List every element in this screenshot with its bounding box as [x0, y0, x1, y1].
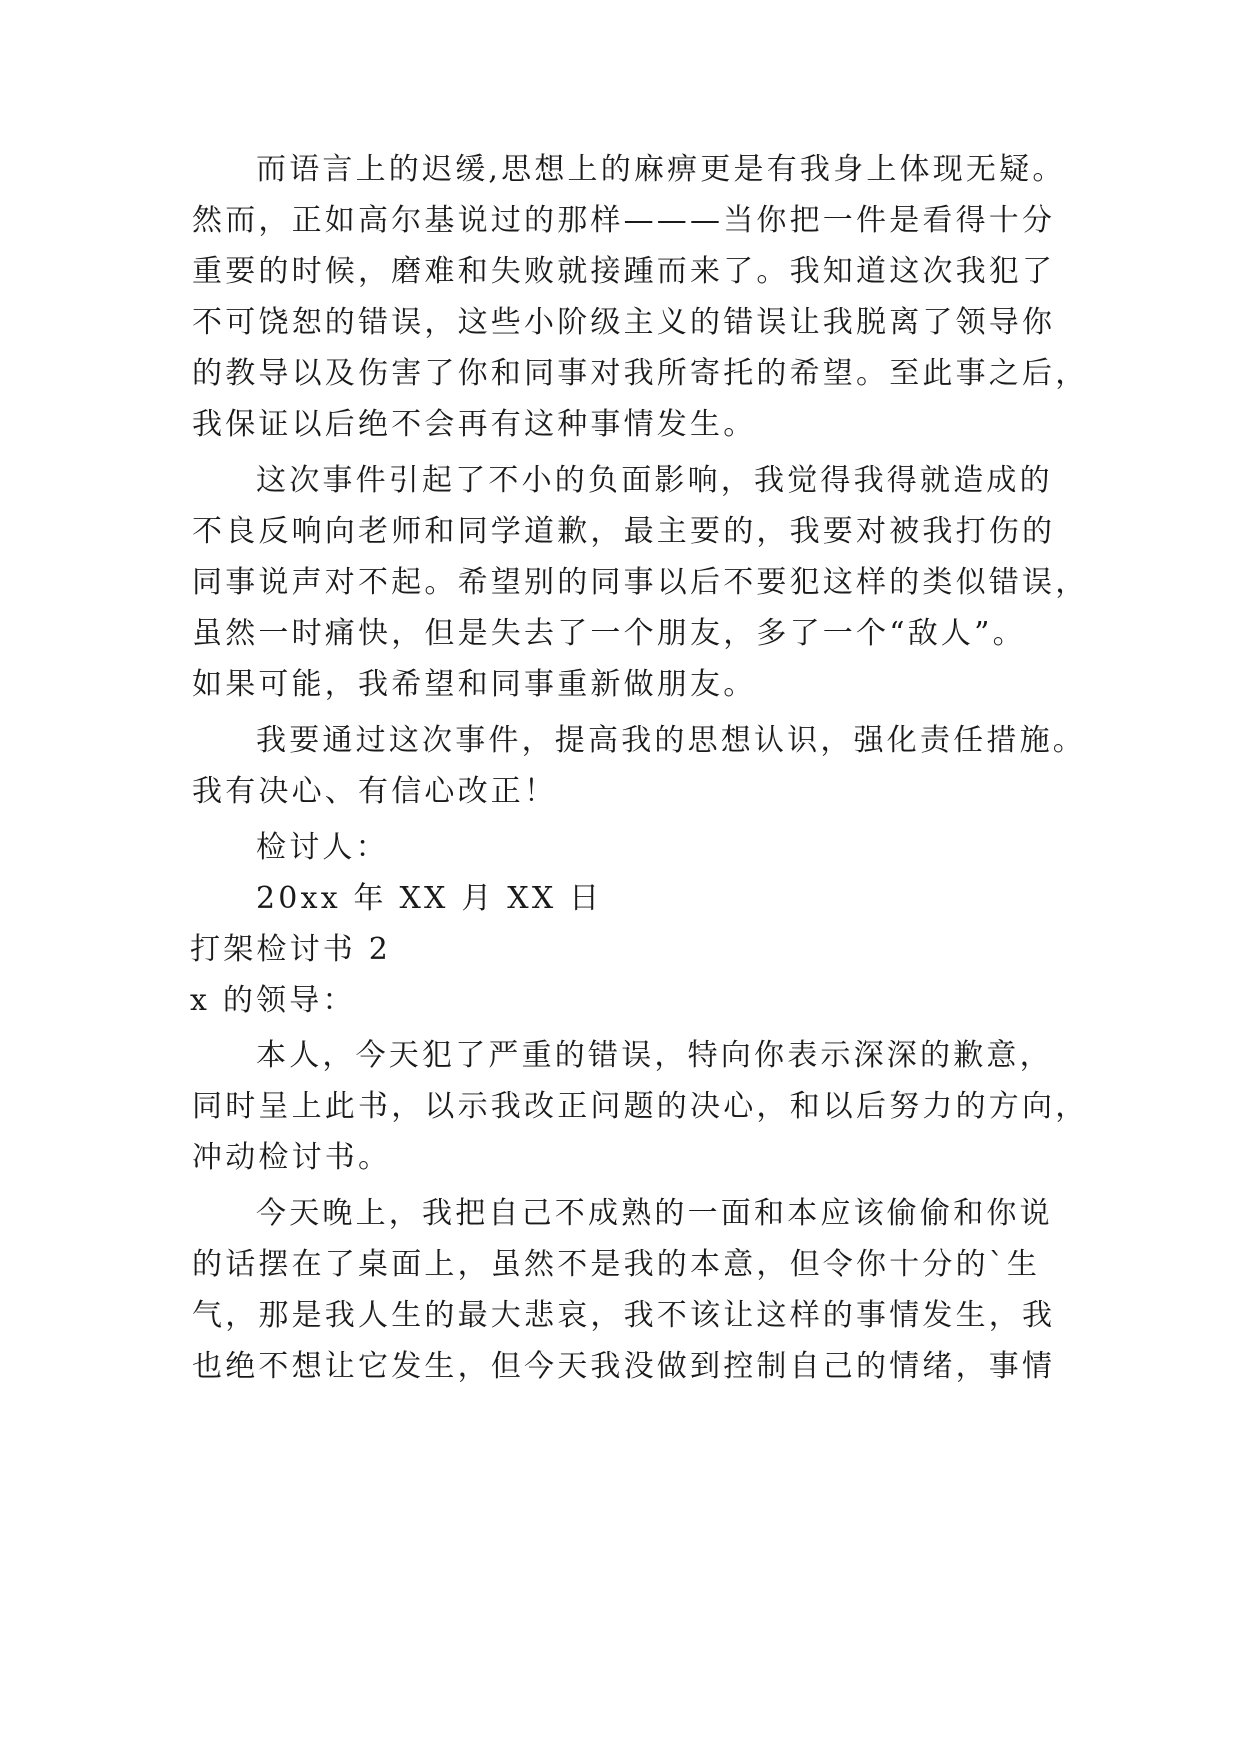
paragraph-line: 我保证以后绝不会再有这种事情发生。 [192, 407, 757, 442]
paragraph-line: 冲动检讨书。 [192, 1140, 392, 1175]
paragraph-line: 的教导以及伤害了你和同事对我所寄托的希望。至此事之后， [192, 356, 1089, 391]
paragraph-line: 的话摆在了桌面上，虽然不是我的本意，但令你十分的`生 [192, 1247, 1041, 1282]
paragraph-line: 同时呈上此书，以示我改正问题的决心，和以后努力的方向， [192, 1089, 1089, 1124]
paragraph-line: 本人，今天犯了严重的错误，特向你表示深深的歉意， [256, 1038, 1053, 1073]
paragraph-line: 今天晚上，我把自己不成熟的一面和本应该偷偷和你说 [256, 1196, 1053, 1231]
signature-label: 检讨人： [256, 830, 389, 865]
paragraph-line: 不可饶恕的错误，这些小阶级主义的错误让我脱离了领导你 [192, 305, 1056, 340]
paragraph-line: 这次事件引起了不小的负面影响，我觉得我得就造成的 [256, 463, 1053, 498]
salutation: x 的领导： [190, 983, 356, 1018]
paragraph-line: 气，那是我人生的最大悲哀，我不该让这样的事情发生，我 [192, 1298, 1056, 1333]
paragraph-line: 而语言上的迟缓,思想上的麻痹更是有我身上体现无疑。 [256, 152, 1066, 187]
paragraph-line: 我要通过这次事件，提高我的思想认识，强化责任措施。 [256, 723, 1086, 758]
paragraph-line: 虽然一时痛快，但是失去了一个朋友，多了一个“敌人”。 [192, 616, 1026, 651]
paragraph-line: 同事说声对不起。希望别的同事以后不要犯这样的类似错误， [192, 565, 1089, 600]
paragraph-line: 我有决心、有信心改正！ [192, 774, 558, 809]
paragraph-line: 如果可能，我希望和同事重新做朋友。 [192, 667, 757, 702]
paragraph-line: 不良反响向老师和同学道歉，最主要的，我要对被我打伤的 [192, 514, 1056, 549]
paragraph-line: 然而，正如高尔基说过的那样———当你把一件是看得十分 [192, 203, 1056, 238]
section-title: 打架检讨书 2 [190, 932, 392, 967]
paragraph-line: 也绝不想让它发生，但今天我没做到控制自己的情绪，事情 [192, 1349, 1056, 1384]
date-line: 20xx 年 XX 月 XX 日 [256, 881, 603, 916]
paragraph-line: 重要的时候，磨难和失败就接踵而来了。我知道这次我犯了 [192, 254, 1056, 289]
